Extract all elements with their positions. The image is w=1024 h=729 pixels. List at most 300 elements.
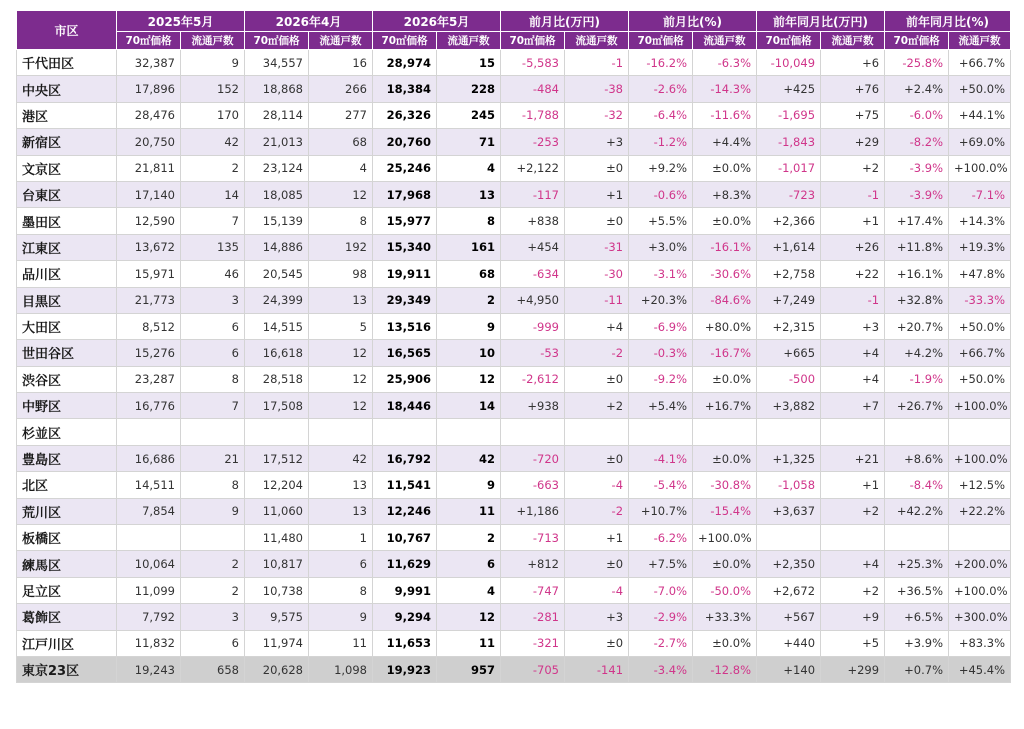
table-cell: +1 [821, 472, 885, 498]
table-cell: -1.2% [629, 129, 693, 155]
table-cell: +454 [501, 234, 565, 260]
table-cell: +26.7% [885, 393, 949, 419]
sub-header-price: 70㎡価格 [757, 32, 821, 50]
table-cell: +80.0% [693, 313, 757, 339]
table-cell: 2 [181, 551, 245, 577]
table-cell: +36.5% [885, 577, 949, 603]
city-name: 墨田区 [17, 208, 117, 234]
table-cell: 10,817 [245, 551, 309, 577]
table-cell: 3 [181, 604, 245, 630]
table-cell: 9,575 [245, 604, 309, 630]
table-cell: ±0 [565, 630, 629, 656]
table-cell: 9,991 [373, 577, 437, 603]
table-cell: 15 [437, 50, 501, 76]
table-cell: +10.7% [629, 498, 693, 524]
sub-header-price: 70㎡価格 [373, 32, 437, 50]
table-header [17, 11, 1011, 50]
table-cell: 20,750 [117, 129, 181, 155]
table-cell [181, 525, 245, 551]
table-cell: +45.4% [949, 656, 1011, 682]
sub-header-price: 70㎡価格 [117, 32, 181, 50]
sub-header-price: 70㎡価格 [885, 32, 949, 50]
table-cell: -25.8% [885, 50, 949, 76]
table-cell: 12,590 [117, 208, 181, 234]
table-cell: +1 [565, 181, 629, 207]
table-cell: -4 [565, 472, 629, 498]
city-name: 台東区 [17, 181, 117, 207]
table-cell: +938 [501, 393, 565, 419]
sub-header-units: 流通戸数 [693, 32, 757, 50]
table-cell: -253 [501, 129, 565, 155]
table-cell: 7 [181, 393, 245, 419]
table-cell: 13,672 [117, 234, 181, 260]
table-cell: +25.3% [885, 551, 949, 577]
table-row [17, 419, 1011, 445]
table-cell: -0.6% [629, 181, 693, 207]
table-row [17, 313, 1011, 339]
table-cell: -50.0% [693, 577, 757, 603]
table-cell: ±0.0% [693, 630, 757, 656]
table-row [17, 604, 1011, 630]
city-name: 品川区 [17, 261, 117, 287]
table-cell: +4 [821, 551, 885, 577]
table-cell: 16,686 [117, 445, 181, 471]
table-cell: 17,508 [245, 393, 309, 419]
table-cell: ±0.0% [693, 208, 757, 234]
group-header: 前月比(万円) [501, 11, 629, 32]
table-cell: +4 [821, 340, 885, 366]
sub-header-price: 70㎡価格 [501, 32, 565, 50]
city-name: 東京23区 [17, 656, 117, 682]
city-name: 足立区 [17, 577, 117, 603]
table-cell: -723 [757, 181, 821, 207]
table-cell: 42 [437, 445, 501, 471]
table-cell: 6 [181, 313, 245, 339]
table-cell [117, 525, 181, 551]
table-cell: +100.0% [693, 525, 757, 551]
table-cell: +2 [565, 393, 629, 419]
sub-header-units: 流通戸数 [565, 32, 629, 50]
table-body [17, 50, 1011, 683]
table-cell: 658 [181, 656, 245, 682]
table-cell: 28,114 [245, 102, 309, 128]
table-cell: 170 [181, 102, 245, 128]
table-cell: 12 [309, 366, 373, 392]
table-row [17, 287, 1011, 313]
table-cell: 15,139 [245, 208, 309, 234]
table-cell: 20,760 [373, 129, 437, 155]
table-cell: +2,672 [757, 577, 821, 603]
table-cell: +76 [821, 76, 885, 102]
table-cell: +12.5% [949, 472, 1011, 498]
table-cell: 11,974 [245, 630, 309, 656]
table-cell: 2 [181, 577, 245, 603]
table-cell: +6.5% [885, 604, 949, 630]
table-cell: +21 [821, 445, 885, 471]
table-cell: +812 [501, 551, 565, 577]
table-cell: -6.4% [629, 102, 693, 128]
table-cell: +299 [821, 656, 885, 682]
table-cell: +3.9% [885, 630, 949, 656]
table-cell: 12 [309, 393, 373, 419]
table-cell: 23,287 [117, 366, 181, 392]
table-cell: -6.2% [629, 525, 693, 551]
table-cell: 8 [181, 472, 245, 498]
table-cell: 12 [309, 181, 373, 207]
table-cell: +9 [821, 604, 885, 630]
table-cell: +47.8% [949, 261, 1011, 287]
table-cell: +2,315 [757, 313, 821, 339]
table-cell: 135 [181, 234, 245, 260]
table-cell: 6 [181, 630, 245, 656]
table-cell: 9 [437, 472, 501, 498]
table-cell: +2,366 [757, 208, 821, 234]
table-cell [309, 419, 373, 445]
table-row [17, 445, 1011, 471]
table-cell [245, 419, 309, 445]
city-name: 新宿区 [17, 129, 117, 155]
city-name: 世田谷区 [17, 340, 117, 366]
table-row [17, 340, 1011, 366]
table-cell: +19.3% [949, 234, 1011, 260]
table-cell: +100.0% [949, 155, 1011, 181]
table-cell [181, 419, 245, 445]
table-row [17, 393, 1011, 419]
table-cell: 18,384 [373, 76, 437, 102]
table-cell: +200.0% [949, 551, 1011, 577]
table-cell: -3.4% [629, 656, 693, 682]
table-cell [373, 419, 437, 445]
table-cell: ±0 [565, 551, 629, 577]
table-cell: 13 [309, 472, 373, 498]
table-cell: -30.8% [693, 472, 757, 498]
table-row [17, 181, 1011, 207]
table-cell: 8 [309, 577, 373, 603]
table-cell: -11.6% [693, 102, 757, 128]
table-cell: 11,060 [245, 498, 309, 524]
table-cell: -0.3% [629, 340, 693, 366]
table-cell: 9 [181, 50, 245, 76]
table-cell: 18,085 [245, 181, 309, 207]
table-cell: -15.4% [693, 498, 757, 524]
table-cell: -1,788 [501, 102, 565, 128]
table-cell: 15,977 [373, 208, 437, 234]
table-cell: 11,099 [117, 577, 181, 603]
table-cell: +8.6% [885, 445, 949, 471]
table-cell: 98 [309, 261, 373, 287]
group-header: 2025年5月 [117, 11, 245, 32]
table-row [17, 234, 1011, 260]
table-cell: -500 [757, 366, 821, 392]
table-cell: 12 [437, 366, 501, 392]
table-cell: +42.2% [885, 498, 949, 524]
table-cell: +32.8% [885, 287, 949, 313]
table-cell: +4.4% [693, 129, 757, 155]
table-cell: 12,204 [245, 472, 309, 498]
city-name: 港区 [17, 102, 117, 128]
table-cell: ±0.0% [693, 366, 757, 392]
table-cell: +11.8% [885, 234, 949, 260]
table-cell: 10 [437, 340, 501, 366]
table-cell: ±0.0% [693, 155, 757, 181]
table-cell: +7.5% [629, 551, 693, 577]
table-cell: -6.9% [629, 313, 693, 339]
table-row [17, 498, 1011, 524]
table-cell: -16.2% [629, 50, 693, 76]
table-cell: +100.0% [949, 393, 1011, 419]
table-cell [949, 525, 1011, 551]
table-cell: 26,326 [373, 102, 437, 128]
table-cell: 10,064 [117, 551, 181, 577]
table-cell: +0.7% [885, 656, 949, 682]
table-cell [757, 419, 821, 445]
table-cell: +3 [565, 129, 629, 155]
table-cell: 1,098 [309, 656, 373, 682]
table-cell: -7.0% [629, 577, 693, 603]
city-name: 中野区 [17, 393, 117, 419]
group-header: 2026年4月 [245, 11, 373, 32]
table-cell: +3,882 [757, 393, 821, 419]
table-cell: 8 [309, 208, 373, 234]
table-cell: 7 [181, 208, 245, 234]
table-cell: +838 [501, 208, 565, 234]
table-cell: -1 [821, 287, 885, 313]
table-cell: 11,832 [117, 630, 181, 656]
table-cell: -4.1% [629, 445, 693, 471]
table-cell: 13 [309, 498, 373, 524]
table-cell: +20.3% [629, 287, 693, 313]
table-row [17, 261, 1011, 287]
table-cell: 11 [309, 630, 373, 656]
table-cell: +440 [757, 630, 821, 656]
table-cell: -663 [501, 472, 565, 498]
table-cell: -1,058 [757, 472, 821, 498]
table-cell: 42 [181, 129, 245, 155]
table-cell: 21,773 [117, 287, 181, 313]
table-cell: ±0 [565, 366, 629, 392]
table-cell: 1 [309, 525, 373, 551]
table-cell: +100.0% [949, 445, 1011, 471]
city-name: 江東区 [17, 234, 117, 260]
city-name: 江戸川区 [17, 630, 117, 656]
table-cell: 5 [309, 313, 373, 339]
table-cell: 25,906 [373, 366, 437, 392]
table-cell: -117 [501, 181, 565, 207]
table-cell: -5,583 [501, 50, 565, 76]
sub-header-units: 流通戸数 [821, 32, 885, 50]
table-cell: 13 [437, 181, 501, 207]
table-cell: -2 [565, 498, 629, 524]
table-cell: +5 [821, 630, 885, 656]
table-cell: 4 [437, 155, 501, 181]
table-cell: 46 [181, 261, 245, 287]
table-cell: +2 [821, 498, 885, 524]
table-cell: -1.9% [885, 366, 949, 392]
table-cell: -38 [565, 76, 629, 102]
table-cell: 245 [437, 102, 501, 128]
table-cell [693, 419, 757, 445]
table-cell: 12,246 [373, 498, 437, 524]
table-cell: -2,612 [501, 366, 565, 392]
table-cell: +1,614 [757, 234, 821, 260]
table-cell: 4 [437, 577, 501, 603]
table-cell: +3,637 [757, 498, 821, 524]
table-cell: 7,792 [117, 604, 181, 630]
table-cell: ±0 [565, 155, 629, 181]
table-cell: 8 [437, 208, 501, 234]
table-cell: 19,243 [117, 656, 181, 682]
table-cell: 16 [309, 50, 373, 76]
table-cell: -634 [501, 261, 565, 287]
table-cell: +17.4% [885, 208, 949, 234]
table-cell: 11 [437, 630, 501, 656]
table-cell: 24,399 [245, 287, 309, 313]
table-cell: -5.4% [629, 472, 693, 498]
table-cell: +4,950 [501, 287, 565, 313]
table-cell: +425 [757, 76, 821, 102]
table-cell: +33.3% [693, 604, 757, 630]
table-cell: -3.9% [885, 181, 949, 207]
table-cell: -281 [501, 604, 565, 630]
table-cell: -321 [501, 630, 565, 656]
table-cell: 957 [437, 656, 501, 682]
table-cell: 9,294 [373, 604, 437, 630]
table-cell: +16.7% [693, 393, 757, 419]
table-cell: +1 [565, 525, 629, 551]
table-cell: ±0 [565, 445, 629, 471]
table-cell: 16,565 [373, 340, 437, 366]
table-cell: -2 [565, 340, 629, 366]
group-header: 前年同月比(%) [885, 11, 1011, 32]
table-cell: -16.1% [693, 234, 757, 260]
table-cell: +2,122 [501, 155, 565, 181]
table-row [17, 366, 1011, 392]
group-header: 2026年5月 [373, 11, 501, 32]
sub-header-units: 流通戸数 [949, 32, 1011, 50]
table-cell: +1,325 [757, 445, 821, 471]
table-row [17, 525, 1011, 551]
table-cell: 2 [437, 287, 501, 313]
table-cell: 17,140 [117, 181, 181, 207]
sub-header-price: 70㎡価格 [245, 32, 309, 50]
table-cell: -1,843 [757, 129, 821, 155]
table-row [17, 102, 1011, 128]
table-cell: 34,557 [245, 50, 309, 76]
table-cell: 20,545 [245, 261, 309, 287]
table-cell: -30 [565, 261, 629, 287]
table-cell: 23,124 [245, 155, 309, 181]
table-cell: -12.8% [693, 656, 757, 682]
table-cell: +7,249 [757, 287, 821, 313]
table-cell: 14 [437, 393, 501, 419]
table-cell: -32 [565, 102, 629, 128]
table-cell: 42 [309, 445, 373, 471]
table-cell: 19,923 [373, 656, 437, 682]
city-name: 渋谷区 [17, 366, 117, 392]
table-cell: 266 [309, 76, 373, 102]
table-cell: -3.1% [629, 261, 693, 287]
table-cell: +7 [821, 393, 885, 419]
table-row [17, 551, 1011, 577]
table-cell: -4 [565, 577, 629, 603]
table-cell: -6.3% [693, 50, 757, 76]
table-cell: 28,476 [117, 102, 181, 128]
table-cell: 12 [437, 604, 501, 630]
table-cell: +44.1% [949, 102, 1011, 128]
table-cell: ±0.0% [693, 551, 757, 577]
table-row [17, 630, 1011, 656]
table-cell: +50.0% [949, 313, 1011, 339]
table-cell: -31 [565, 234, 629, 260]
table-cell: -3.9% [885, 155, 949, 181]
table-cell: +4 [565, 313, 629, 339]
table-cell: ±0 [565, 208, 629, 234]
table-cell: 18,446 [373, 393, 437, 419]
table-cell: 2 [181, 155, 245, 181]
table-cell: 21,811 [117, 155, 181, 181]
table-cell: 10,738 [245, 577, 309, 603]
city-name: 杉並区 [17, 419, 117, 445]
table-cell: ±0.0% [693, 445, 757, 471]
table-cell: +29 [821, 129, 885, 155]
table-cell: +100.0% [949, 577, 1011, 603]
table-cell: 28,974 [373, 50, 437, 76]
table-cell: +4.2% [885, 340, 949, 366]
table-cell: 16,792 [373, 445, 437, 471]
table-cell: +69.0% [949, 129, 1011, 155]
table-cell: -30.6% [693, 261, 757, 287]
city-name: 北区 [17, 472, 117, 498]
table-cell: +50.0% [949, 76, 1011, 102]
table-cell: 277 [309, 102, 373, 128]
table-cell: 14 [181, 181, 245, 207]
table-row [17, 155, 1011, 181]
city-name: 荒川区 [17, 498, 117, 524]
table-cell: 19,911 [373, 261, 437, 287]
sub-header-units: 流通戸数 [181, 32, 245, 50]
table-cell: -16.7% [693, 340, 757, 366]
table-cell: +140 [757, 656, 821, 682]
table-cell: 17,896 [117, 76, 181, 102]
table-cell: 17,968 [373, 181, 437, 207]
table-cell: -14.3% [693, 76, 757, 102]
table-cell: 28,518 [245, 366, 309, 392]
table-cell: +75 [821, 102, 885, 128]
group-header: 前年同月比(万円) [757, 11, 885, 32]
table-cell: 71 [437, 129, 501, 155]
table-cell: 192 [309, 234, 373, 260]
table-cell: 8 [181, 366, 245, 392]
table-cell: -1,017 [757, 155, 821, 181]
table-cell [885, 525, 949, 551]
table-cell: 6 [181, 340, 245, 366]
table-cell [117, 419, 181, 445]
table-cell: 6 [309, 551, 373, 577]
table-cell: 6 [437, 551, 501, 577]
table-cell: -713 [501, 525, 565, 551]
table-cell: +9.2% [629, 155, 693, 181]
table-row [17, 472, 1011, 498]
group-header: 前月比(%) [629, 11, 757, 32]
table-cell: +665 [757, 340, 821, 366]
table-cell: +66.7% [949, 340, 1011, 366]
table-cell: -10,049 [757, 50, 821, 76]
table-cell: -6.0% [885, 102, 949, 128]
table-cell: 20,628 [245, 656, 309, 682]
table-cell: 21,013 [245, 129, 309, 155]
table-cell: 14,511 [117, 472, 181, 498]
table-cell: 18,868 [245, 76, 309, 102]
